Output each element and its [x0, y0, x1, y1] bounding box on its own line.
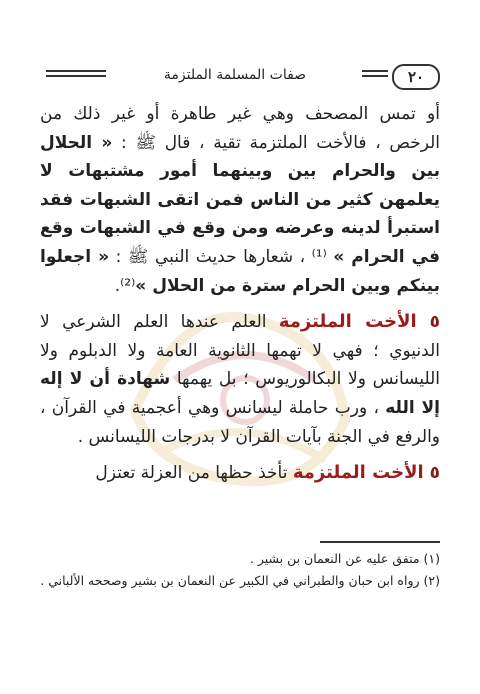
bullet-icon: ٥ [423, 463, 440, 484]
section-keyword: الأخت الملتزمة [278, 311, 417, 333]
paragraph-2 [40, 308, 440, 451]
hadith-1: « الحلال بين والحرام بين وبينهما أمور مشتبهات لا يعلمهن كثير من الناس فمن اتقى الشبهات فقد استبرأ لدينه وعرضه ومن وقع في الشبهات وقع في الحرام » [40, 132, 440, 267]
hadith-2: « اجعلوا بينكم وبين الحرام سترة من الحلال » [40, 246, 440, 296]
shahada-phrase: شهادة أن لا إله إلا الله [40, 369, 440, 418]
p1-footnote-ref: ⁽²⁾. [114, 275, 136, 296]
paragraph-1 [40, 100, 440, 300]
p1-intro: أو تمس المصحف وهي غير طاهرة أو غير ذلك من الرخص ، فالأخت الملتزمة تقية ، قال ﷺ : [40, 104, 441, 153]
footnotes [40, 548, 440, 592]
p1-connector: ⁽¹⁾ ، شعارها حديث النبي ﷺ : [109, 246, 334, 267]
section-keyword: الأخت الملتزمة [292, 462, 424, 484]
page-header [40, 64, 440, 90]
footnote-1: (١) متفق عليه عن النعمان بن بشير . [249, 551, 440, 566]
footnote-rule [320, 541, 440, 543]
p2-text: العلم عندها العلم الشرعي لا الدنيوي ؛ فهي لا تهمها الثانوية العامة ولا الدبلوم ولا الليسانس ولا البكالوريوس ؛ بل يهمها [40, 312, 440, 390]
main-text [40, 100, 440, 488]
paragraph-3 [40, 459, 440, 488]
p3-text: تأخذ حظها من العزلة تعتزل [95, 463, 293, 484]
footnote-2: (٢) رواه ابن حبان والطبراني في الكبير عن النعمان بن بشير وصححه الألباني . [40, 573, 440, 588]
header-rule-left [46, 70, 106, 80]
running-title: صفات المسلمة الملتزمة [163, 67, 307, 83]
header-rule-right [362, 70, 388, 80]
p2-text-end: ، ورب حاملة ليسانس وهي أعجمية في القرآن ، والرفع في الجنة بآيات القرآن لا بدرجات الليسانس . [40, 397, 440, 447]
bullet-icon: ٥ [416, 312, 440, 333]
page-number: ٢٠ [392, 64, 440, 90]
